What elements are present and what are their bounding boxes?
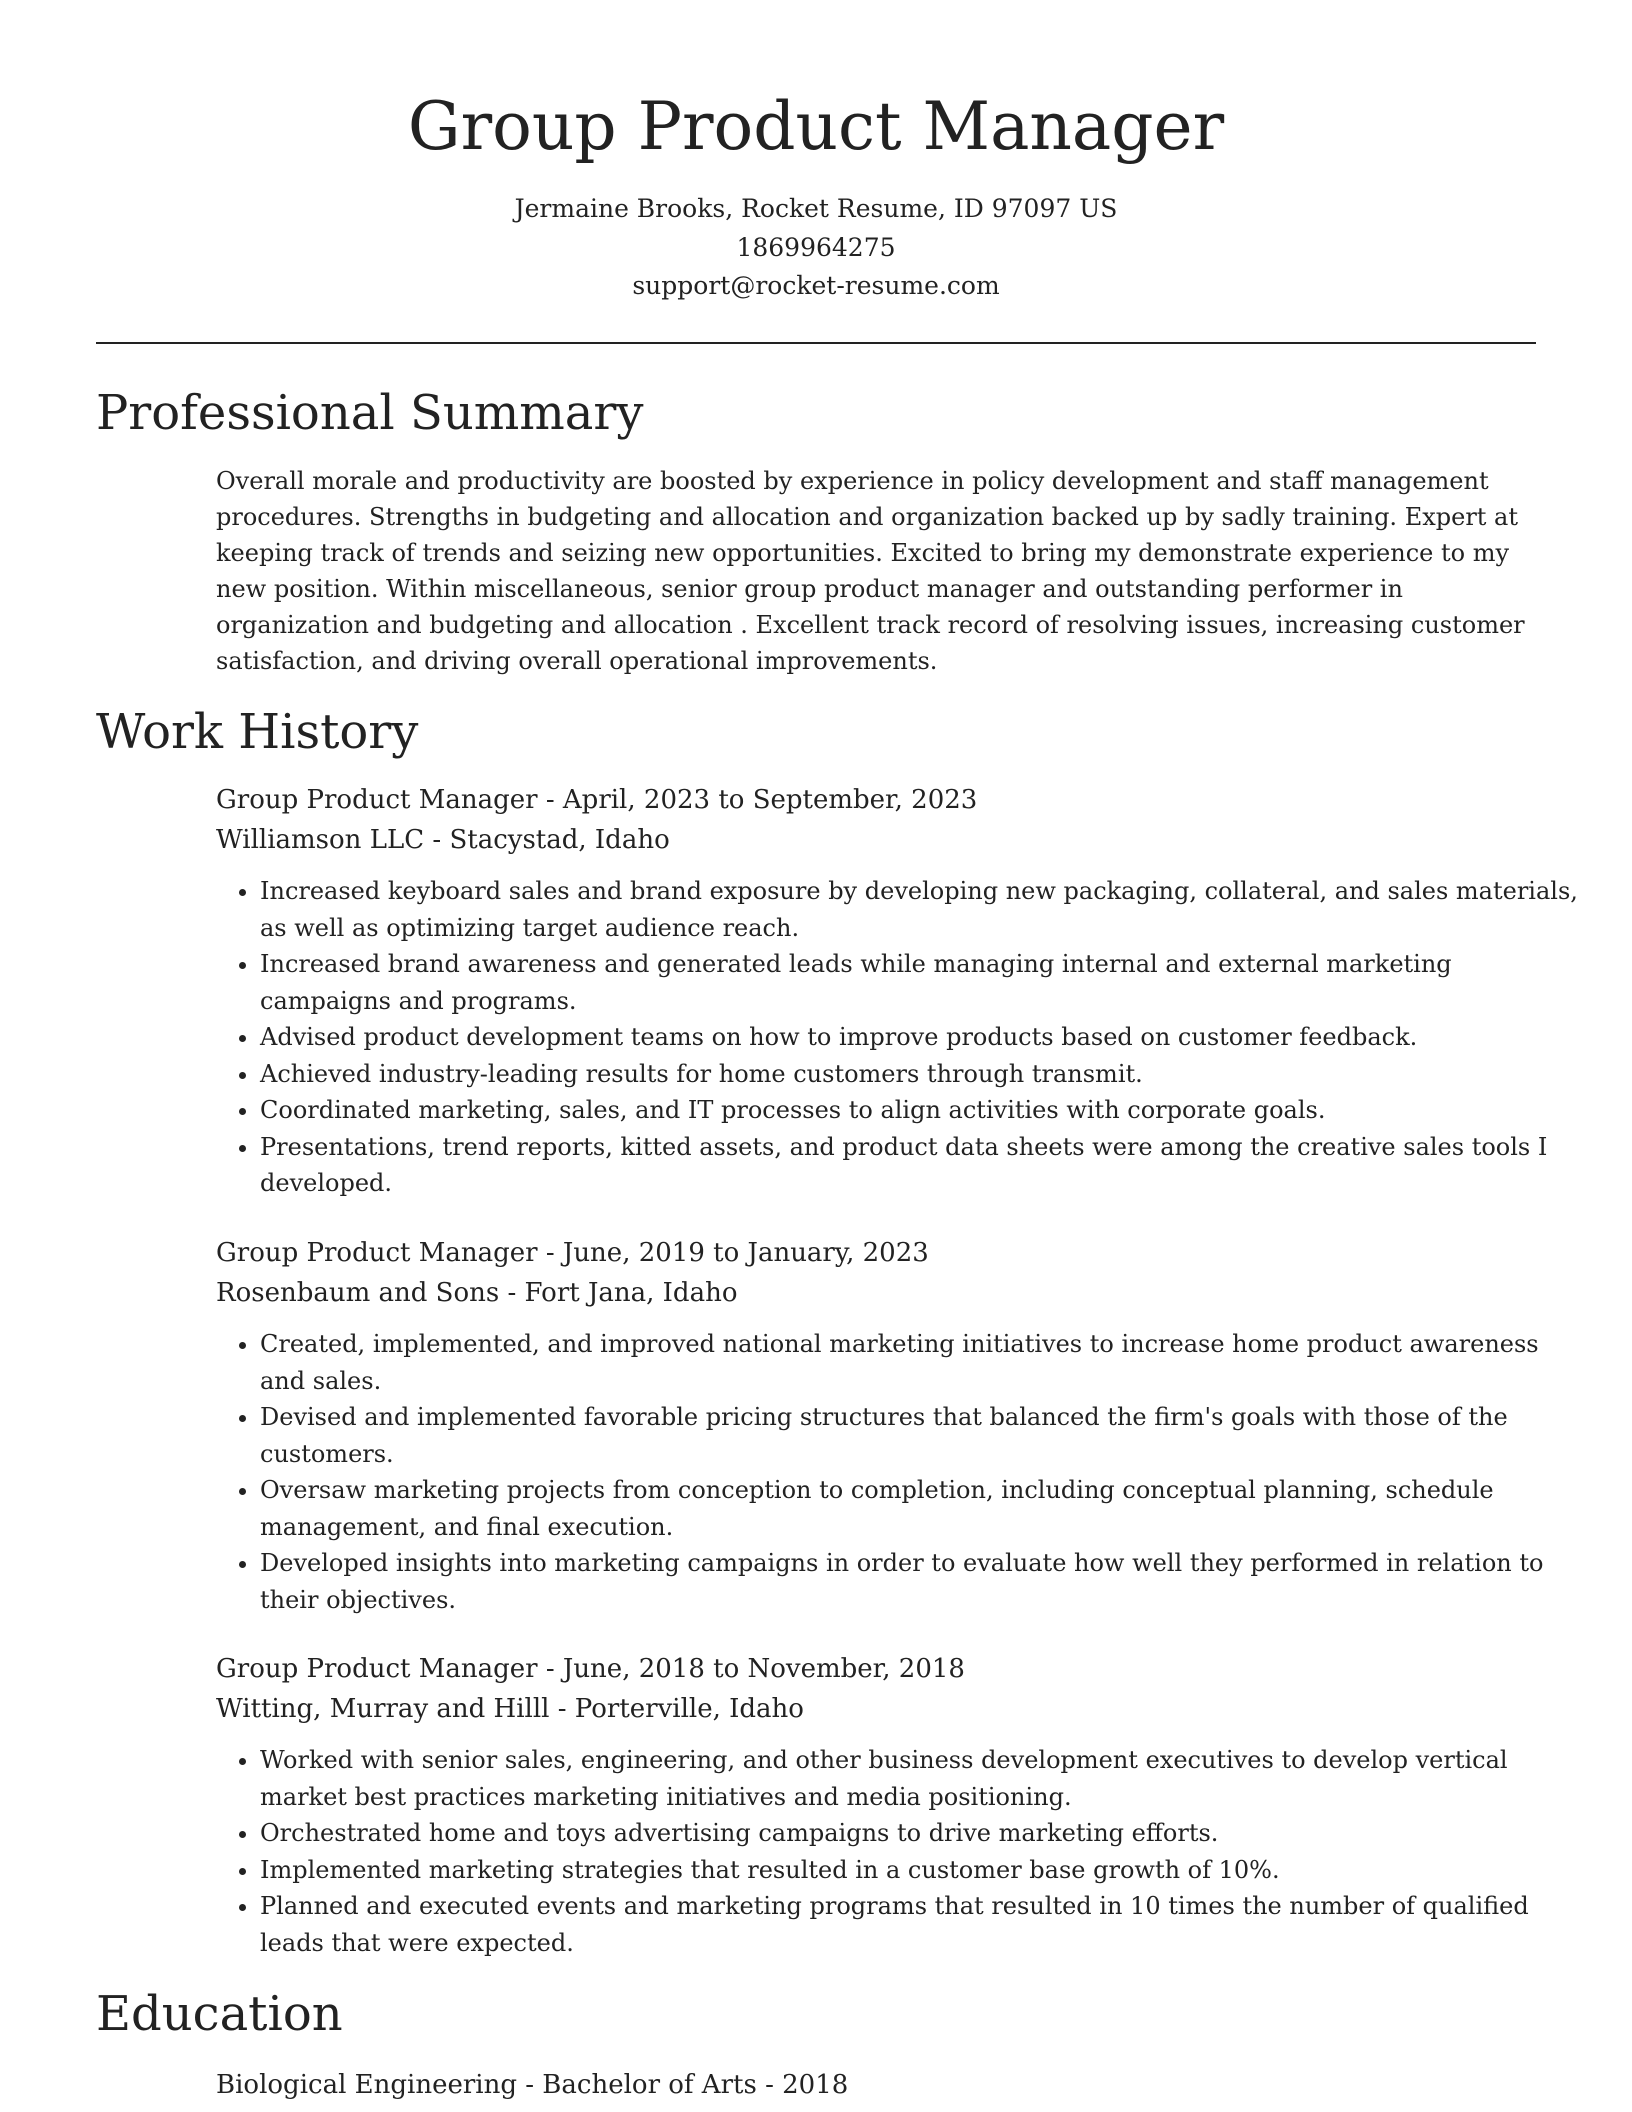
job-1-dates: - April, 2023 to September, 2023 xyxy=(537,785,978,815)
education-field: Biological Engineering xyxy=(216,2070,517,2100)
list-item: • Coordinated marketing, sales, and IT processes to align activities with corporate goals. xyxy=(260,1092,1590,1129)
job-1-location: - Stacystad, Idaho xyxy=(424,825,670,855)
job-1-company: Williamson LLC xyxy=(216,825,425,855)
job-3-bullets xyxy=(216,1742,1590,1961)
education-entry xyxy=(216,2066,1546,2104)
list-item: • Presentations, trend reports, kitted assets, and product data sheets were among the creative sales tools I developed. xyxy=(260,1129,1590,1202)
header-divider xyxy=(96,342,1536,344)
education-year: - 2018 xyxy=(756,2070,849,2100)
job-3-company: Witting, Murray and Hilll xyxy=(216,1694,550,1724)
job-3-location: - Porterville, Idaho xyxy=(549,1694,804,1724)
job-1-title-line xyxy=(216,781,1546,819)
list-item: • Advised product development teams on how to improve products based on customer feedback. xyxy=(260,1019,1590,1056)
contact-address: Jermaine Brooks, Rocket Resume, ID 97097 US xyxy=(514,194,1118,223)
work-history-heading: Work History xyxy=(96,704,419,760)
job-3-title-line xyxy=(216,1650,1546,1688)
job-1-title: Group Product Manager xyxy=(216,785,538,815)
job-1-company-line xyxy=(216,821,1546,859)
list-item: • Developed insights into marketing campaigns in order to evaluate how well they performed in relation to their objectives. xyxy=(260,1545,1590,1618)
list-item: • Increased brand awareness and generated leads while managing internal and external marketing campaigns and programs. xyxy=(260,946,1590,1019)
list-item: • Planned and executed events and marketing programs that resulted in 10 times the number of qualified leads that were expected. xyxy=(260,1888,1590,1961)
job-3-company-line xyxy=(216,1690,1546,1728)
list-item: • Devised and implemented favorable pricing structures that balanced the firm's goals with those of the customers. xyxy=(260,1399,1590,1472)
summary-heading: Professional Summary xyxy=(96,385,644,441)
resume-title: Group Product Manager xyxy=(407,88,1225,165)
job-2-company: Rosenbaum and Sons xyxy=(216,1278,500,1308)
list-item: • Implemented marketing strategies that resulted in a customer base growth of 10%. xyxy=(260,1852,1590,1889)
job-3-title: Group Product Manager xyxy=(216,1654,538,1684)
contact-email: support@rocket-resume.com xyxy=(632,271,1000,300)
job-2-bullets xyxy=(216,1326,1590,1618)
list-item: • Created, implemented, and improved national marketing initiatives to increase home product awareness and sales. xyxy=(260,1326,1590,1399)
job-2-title-line xyxy=(216,1234,1546,1272)
education-degree: - Bachelor of Arts xyxy=(516,2070,757,2100)
list-item: • Achieved industry-leading results for home customers through transmit. xyxy=(260,1056,1590,1093)
job-2-location: - Fort Jana, Idaho xyxy=(499,1278,738,1308)
job-2-company-line xyxy=(216,1274,1546,1312)
list-item: • Orchestrated home and toys advertising campaigns to drive marketing efforts. xyxy=(260,1815,1590,1852)
summary-text: Overall morale and productivity are boosted by experience in policy development and staff management procedures. Strengths in budgeting and allocation and organization backed up by sadly training. Expert at keeping track of trends and seizing new opportunities. Excited to bring my demonstrate experience to my new position. Within miscellaneous, senior group product manager and outstanding performer in organization and budgeting and allocation . Excellent track record of resolving issues, increasing customer satisfaction, and driving overall operational improvements. xyxy=(216,467,1525,675)
job-2-title: Group Product Manager xyxy=(216,1238,538,1268)
education-heading: Education xyxy=(96,1986,343,2042)
job-1-bullets xyxy=(216,873,1590,1202)
job-2-dates: - June, 2019 to January, 2023 xyxy=(537,1238,929,1268)
job-3-dates: - June, 2018 to November, 2018 xyxy=(537,1654,965,1684)
contact-phone: 1869964275 xyxy=(736,233,896,262)
list-item: • Oversaw marketing projects from conception to completion, including conceptual planning, schedule management, and final execution. xyxy=(260,1472,1590,1545)
list-item: • Increased keyboard sales and brand exposure by developing new packaging, collateral, and sales materials, as well as optimizing target audience reach. xyxy=(260,873,1590,946)
list-item: • Worked with senior sales, engineering, and other business development executives to develop vertical market best practices marketing initiatives and media positioning. xyxy=(260,1742,1590,1815)
